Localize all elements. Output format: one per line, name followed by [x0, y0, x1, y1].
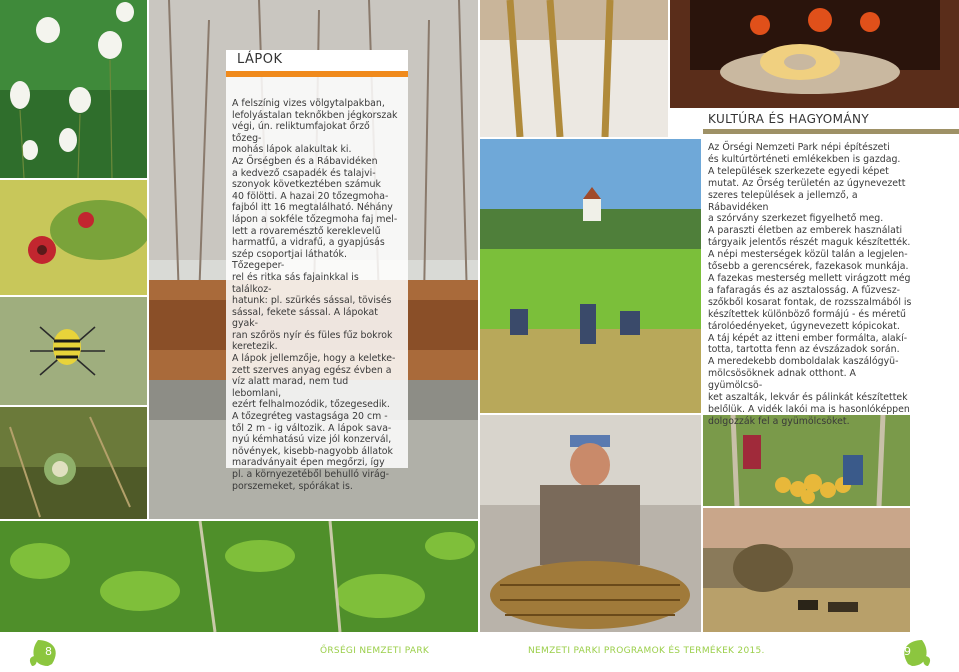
- page-footer: [0, 632, 959, 672]
- lapok-accent-bar: [226, 71, 408, 77]
- footer-left-label: ŐRSÉGI NEMZETI PARK: [320, 646, 430, 656]
- corn-drying-photo: [480, 0, 668, 137]
- horse-cart-photo: [703, 508, 910, 632]
- footer-right-label: NEMZETI PARKI PROGRAMOK ÉS TERMÉKEK 2015.: [528, 646, 765, 656]
- lapok-body-text: A felszínig vizes völgytalpakban, lefolyástalan teknőkben jégkorszak végi, ún. reliktumfajokat őrző tőzeg- mohás lápok alakultak ki. Az Őrségben és a Rábavidéken a kedvező csapadék és talajvi- szonyok következtében számuk 40 fölötti. A hazai 20 tőzegmoha- fajból itt 16 megtalálható. Néhány lápon a sokféle tőzegmoha faj mel- lett a rovaremésztő kereklevelű harmatfű, a vidrafű, a gyapjúsás szép csoportjai láthatók. Tőzegeper- rel és ritka sás fajainkkal is találkoz- hatunk: pl. szürkés sással, tövisés sással, fekete sással. A lápokat gyak- ran szőrös nyír és füles fűz bokrok keretezik. A lápok jellemzője, hogy a keletke- zett szerves anyag egész évben a víz alatt marad, nem tud lebomlani, ezért felhalmozódik, tőzegesedik. A tőzegréteg vastagsága 20 cm - től 2 m - ig változik. A lápok sava- nyú kémhatású vize jól konzervál, növények, kisebb-nagyobb állatok maradványait épen megőrzi, így pl. a környezetéből behulló virág- porszemeket, spórákat is.: [232, 98, 398, 492]
- kultura-accent-bar: [703, 129, 959, 134]
- leaf-icon-right: [894, 636, 934, 668]
- bread-oven-photo: [670, 0, 959, 108]
- lapok-title: LÁPOK: [237, 52, 283, 67]
- leaves-photo: [0, 521, 478, 632]
- haymaking-photo: [480, 139, 701, 413]
- kultura-body-text: Az Őrségi Nemzeti Park népi építészeti és kultúrtörténeti emlékekben is gazdag. A települések szerkezete egyedi képet mutat. Az Őrség területén az úgynevezett szeres települések a jellemző, a Rábavidéken a szórvány szerkezet figyelhető meg. A paraszti életben az emberek használati tárgyaik jelentős részét maguk készítették. A népi mesterségek közül talán a legjelen- tősebb a gerencsérek, fazekasok munkája. A fazekas mesterség mellett virágzott még a fafaragás és az asztalosság. A fűzvesz- szőkből kosarat fontak, de rozsszalmából is készítettek különböző formájú - és méretű tárolóedényeket, úgynevezett kópicokat. A táj képét az itteni ember formálta, alakí- totta, tartotta fenn az évszázadok során. A meredekebb domboldalak kaszálógyü- mölcsösöknek adnak otthont. A gyümölcsö- ket aszalták, lekvár és pálinkát készítettek belőlük. A vidék lakói ma is hasonlóképpen dolgozzák fel a gyümölcsöket.: [708, 142, 912, 427]
- cottongrass-photo: [0, 0, 147, 178]
- pumpkin-harvest-photo: [703, 415, 910, 506]
- left-page-number: 8: [45, 645, 52, 658]
- right-page-number: 9: [904, 645, 911, 658]
- sundew-photo: [0, 407, 147, 519]
- wasp-spider-photo: [0, 297, 147, 405]
- basket-weaver-photo: [480, 415, 701, 632]
- kultura-title: KULTÚRA ÉS HAGYOMÁNY: [708, 112, 870, 126]
- marsh-cinquefoil-photo: [0, 180, 147, 295]
